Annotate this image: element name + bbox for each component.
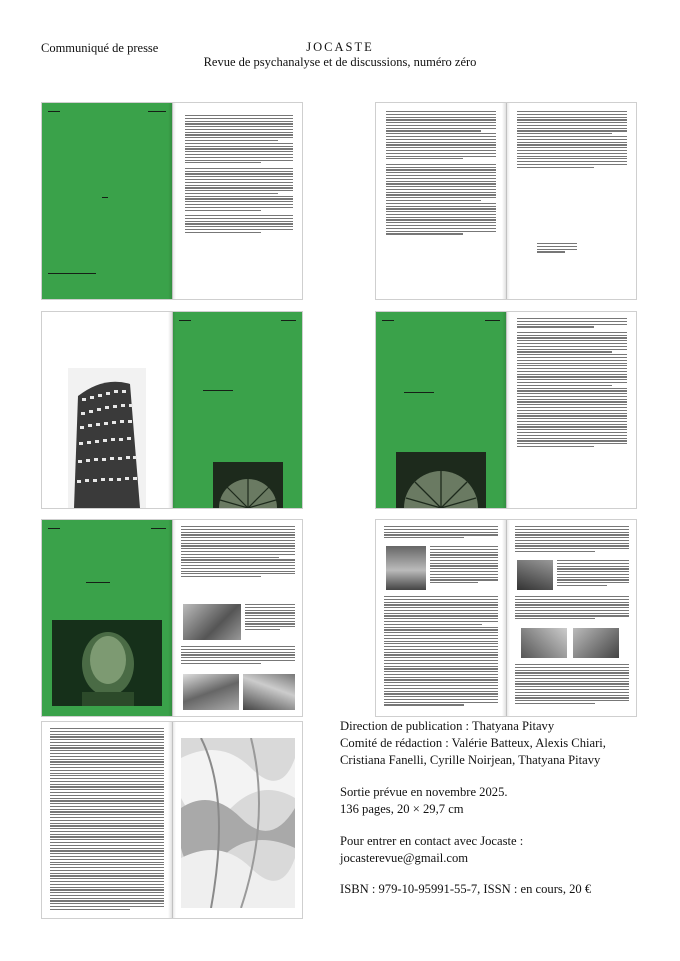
portrait-photo bbox=[52, 620, 162, 706]
text-page bbox=[506, 312, 636, 508]
text-photo-page bbox=[376, 520, 506, 716]
journal-subtitle: Revue de psychanalyse et de discussions, numéro zéro bbox=[203, 55, 477, 69]
contact-label: Pour entrer en contact avec Jocaste : bbox=[340, 834, 524, 848]
release-block bbox=[340, 784, 508, 818]
building-photo bbox=[68, 368, 146, 508]
text-page bbox=[42, 722, 172, 918]
green-page-header-mark: ▬▬▬▬▬ bbox=[281, 318, 296, 322]
green-page-title-mark: ▬▬▬▬▬▬▬▬▬▬ bbox=[203, 388, 233, 392]
info-block bbox=[340, 718, 606, 769]
spread-5 bbox=[375, 519, 637, 717]
masthead bbox=[150, 40, 530, 70]
text-photos-page bbox=[506, 520, 636, 716]
green-page-header-mark: ▬▬▬▬▬▬ bbox=[148, 109, 166, 113]
crowd-photo bbox=[243, 674, 295, 710]
press-release-label: Communiqué de presse bbox=[41, 41, 159, 55]
release-date: Sortie prévue en novembre 2025. bbox=[340, 785, 508, 799]
green-page-caption-mark: ▬▬▬▬▬▬▬▬▬▬▬▬▬▬▬▬ bbox=[48, 271, 96, 275]
green-page bbox=[376, 312, 506, 508]
green-page-header-mark: ▬▬▬▬▬ bbox=[151, 526, 166, 530]
editorial-committee-line-2: Cristiana Fanelli, Cyrille Noirjean, Thatyana Pitavy bbox=[340, 753, 601, 767]
spread-4 bbox=[41, 519, 303, 717]
arched-window-photo bbox=[213, 462, 283, 508]
photo-page bbox=[42, 312, 172, 508]
journal-title: JOCASTE bbox=[306, 40, 374, 54]
green-page-header-mark: ▬▬▬▬ bbox=[48, 526, 60, 530]
drapery-photo bbox=[181, 738, 295, 908]
isbn-line: ISBN : 979-10-95991-55-7, ISSN : en cours, 20 € bbox=[340, 882, 592, 896]
format: 136 pages, 20 × 29,7 cm bbox=[340, 802, 464, 816]
text-page bbox=[506, 103, 636, 299]
editorial-committee-line-1: Comité de rédaction : Valérie Batteux, Alexis Chiari, bbox=[340, 736, 606, 750]
sculpture-photo bbox=[573, 628, 619, 658]
street-photo bbox=[183, 674, 239, 710]
arched-window-photo bbox=[396, 452, 486, 508]
green-page bbox=[172, 312, 302, 508]
spread-1 bbox=[41, 102, 303, 300]
contact-email[interactable]: jocasterevue@gmail.com bbox=[340, 851, 469, 865]
interior-photo bbox=[521, 628, 567, 658]
green-page-header-mark: ▬▬▬▬ bbox=[48, 109, 60, 113]
text-photo-page bbox=[172, 520, 302, 716]
archive-photo bbox=[386, 546, 426, 590]
green-page-title-mark: ▬▬▬▬▬▬▬▬ bbox=[86, 580, 110, 584]
green-page bbox=[42, 103, 172, 299]
contact-block bbox=[340, 833, 523, 867]
spread-6 bbox=[41, 721, 303, 919]
green-page-header-mark: ▬▬▬▬ bbox=[179, 318, 191, 322]
photo-page bbox=[172, 722, 302, 918]
green-page-header-mark: ▬▬▬▬ bbox=[382, 318, 394, 322]
spread-3 bbox=[41, 311, 303, 509]
spread-3-right bbox=[375, 311, 637, 509]
green-page-title-mark: ▬▬ bbox=[102, 195, 108, 199]
publication-director: Direction de publication : Thatyana Pitavy bbox=[340, 719, 555, 733]
statue-photo bbox=[517, 560, 553, 590]
spread-2 bbox=[375, 102, 637, 300]
ballroom-photo bbox=[183, 604, 241, 640]
green-page-header-mark: ▬▬▬▬▬ bbox=[485, 318, 500, 322]
green-page bbox=[42, 520, 172, 716]
text-page bbox=[376, 103, 506, 299]
green-page-title-mark: ▬▬▬▬▬▬▬▬▬▬ bbox=[404, 390, 434, 394]
text-page bbox=[172, 103, 302, 299]
